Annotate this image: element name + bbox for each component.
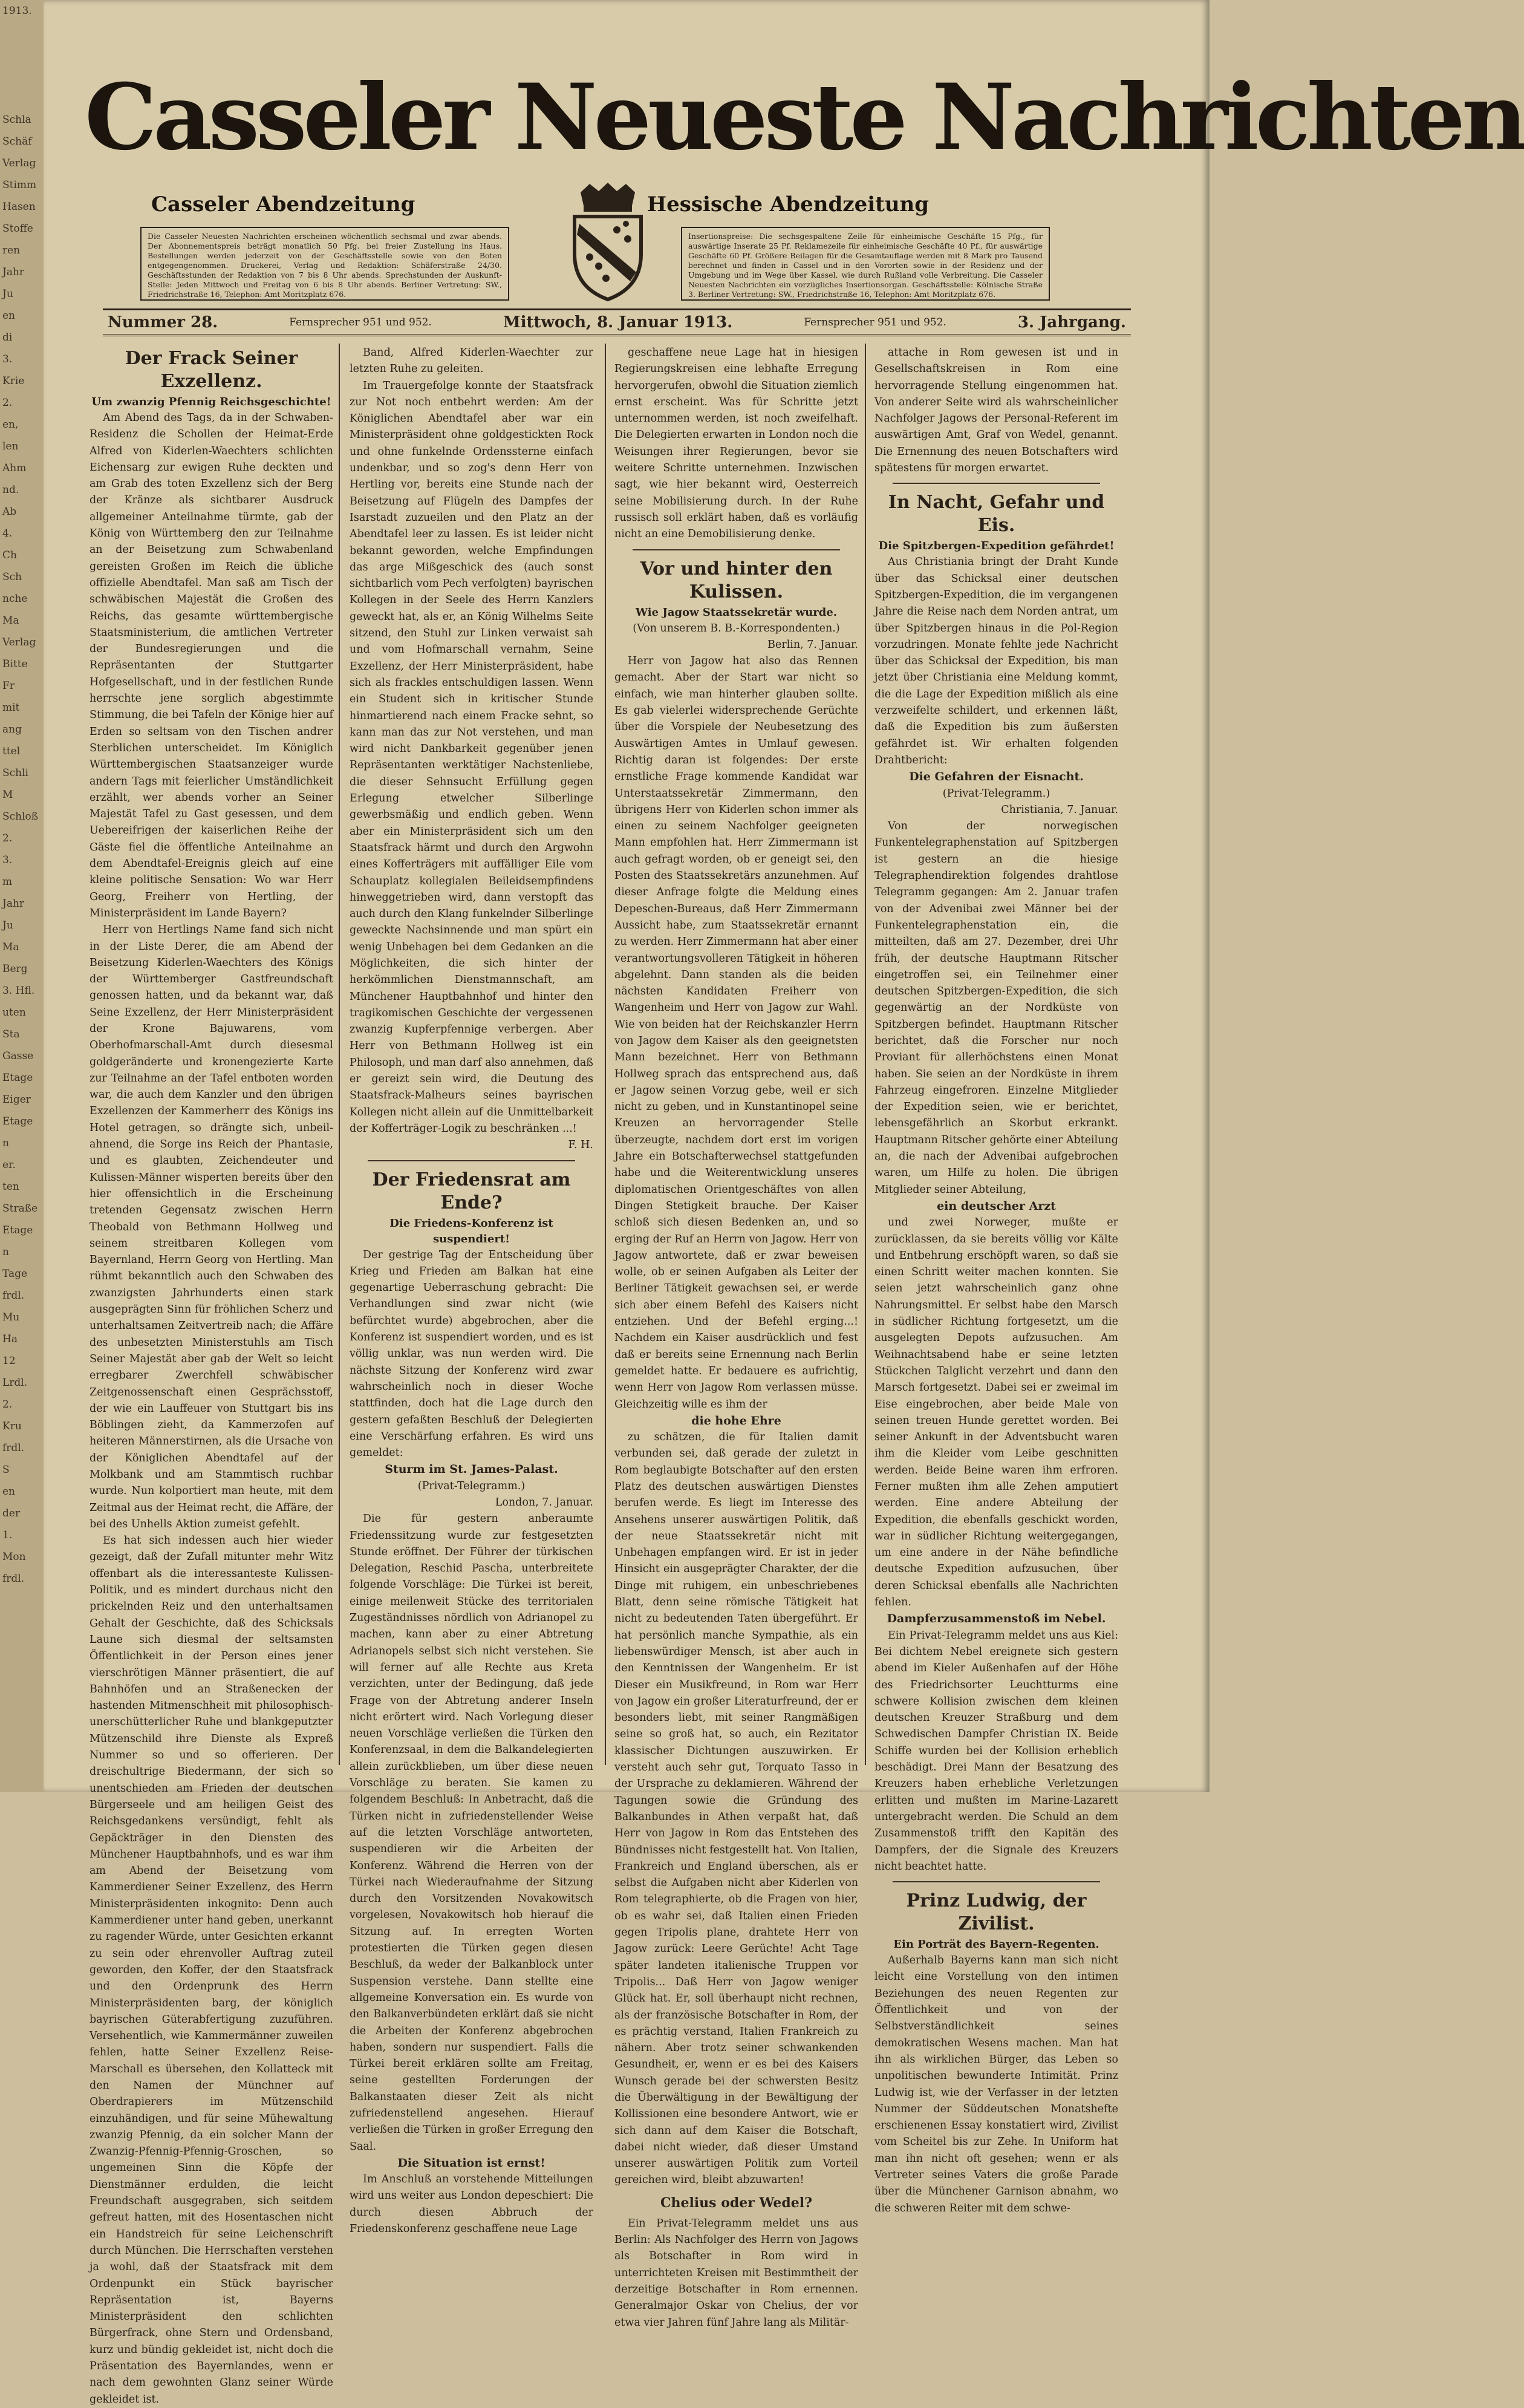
binding-fragment: Stoffe: [2, 223, 33, 235]
binding-fragment: Ab: [2, 506, 17, 518]
volume-year: 3. Jahrgang.: [1017, 313, 1126, 331]
binding-fragment: Kru: [2, 1420, 22, 1432]
paragraph: Im Anschluß an vorstehende Mitteilungen wird uns weiter aus London depeschiert: Die durch diesen Abbruch der Friedenskonferenz geschaffene neue Lage: [350, 2173, 593, 2236]
coat-of-arms-icon: [562, 181, 653, 302]
column-1: [90, 345, 333, 2406]
binding-fragment: Schla: [2, 114, 31, 126]
binding-fragment: 3. Hfl.: [2, 985, 35, 997]
binding-fragment: 4.: [2, 527, 13, 540]
paragraph: Ein Privat-Telegramm meldet uns aus Kiel: Bei dichtem Nebel ereignete sich gestern abend im Kieler Außenhafen auf der Höhe des Friedrichsorter Leuchtturms eine schwere Kollision zwischen dem kleinen deutschen Kreuzer Straßburg und dem Schwedischen Dampfer Christian IX. Beide Schiffe wurden bei der Kollision erheblich beschädigt. Drei Mann der Besatzung des Kreuzers haben erhebliche Verletzungen erlitten und mußten im Marine-Lazarett untergebracht werden. Die Schuld an dem Zusammenstoß trifft den Kapitän des Dampfers, der die Signale des Kreuzers nicht beachtet hatte.: [874, 1629, 1118, 1873]
column-3: [614, 345, 858, 2329]
section-heading: Dampferzusammenstoß im Nebel.: [887, 1612, 1106, 1626]
section-heading: Die Gefahren der Eisnacht.: [909, 770, 1084, 784]
paragraph: zu schätzen, die für Italien damit verbunden sei, daß gerade der zuletzt in Rom beglaubigte Botschafter auf den ersten Platz des deutschen auswärtigen Dienstes berufen werde. Es liegt im Interesse des Ansehens unserer auswärtigen Politik, daß der neue Staatssekretär nicht mit Unbehagen empfangen wird. Er ist in jeder Hinsicht ein ausgeprägter Charakter, der die Dinge mit ruhigem, ein unbeschriebenes Blatt, denn seine römische Tätigkeit hat nicht zu bedeutenden Taten übergeführt. Er hat persönlich manche Sympathie, als ein liebenswürdiger Mensch, ist aber auch in den Kenntnissen der Wangenheim. Er ist Dieser ein Musikfreund, in Rom war Herr von Jagow ein großer Literaturfreund, der er besonders liebt, mit seiner Rangmäßigen seine so groß hat, so auch, ein Rezitator klassischer Dichtungen auszuwirken. Er versteht auch sehr gut, Torquato Tasso in der Ursprache zu deklamieren. Während der Tagungen sowie die Gründung des Balkanbundes in Athen verpaßt hat, daß Herr von Jagow in Rom das Entstehen des Bündnisses nicht festgestellt hat. Von Italien, Frankreich und England überschen, als er selbst die Aufgaben nicht aber Kiderlen von Rom telegraphierte, ob die Fragen von hier, ob es wahr sei, daß Italien einen Frieden gegen Tripolis plane, drahtete Herr von Jagow zurück: Leere Gerüchte! Acht Tage später landeten italienische Truppen vor Tripolis... Daß Herr von Jagow weniger Glück hat. Er, soll überhaupt nicht rechnen, als der französische Botschafter in Rom, der es prächtig verstand, Italien Frankreich zu nähern. Aber trotz seiner schwankenden Gesundheit, er, wenn er es bei des Kaisers Wunsch gerade bei der schwersten Besitz die Überwältigung in der Bewältigung der Kollissionen eine besondere Antwort, wie er sich dann auf dem Kaiser die Botschaft, dabei nicht wieder, daß dieser Umstand unserer auswärtigen Politik zum Vorteil gereichen wird, bleibt abzuwarten!: [614, 1431, 858, 2187]
column-rule: [339, 344, 340, 1765]
binding-fragment: uten: [2, 1007, 26, 1019]
dateline-bar: [103, 308, 1131, 336]
binding-fragment: Etage: [2, 1072, 33, 1084]
paragraph: Die für gestern anberaumte Friedenssitzung wurde zur festgesetzten Stunde eröffnet. Der Führer der türkischen Delegation, Reschid Pascha, unterbreitete folgende Vorschläge: Die Türkei ist bereit, einige meilenweit Stücke des territorialen Zugeständnisses nördlich von Adrianopel zu machen, kann aber zu einer Abtretung Adrianopels selbst sich nicht verstehen. Sie will ferner auf alle Rechte aus Kreta verzichten, unter der Bedingung, daß jede Frage von der Abtretung anderer Inseln nicht erörtert wird. Nach Vorlegung dieser neuen Vorschläge verließen die Türken den Konferenzsaal, in dem die Balkandelegierten allein zurückblieben, um über diese neuen Vorschläge zu beraten. Sie kamen zu folgendem Beschluß: In Anbetracht, daß die Türken nicht in zufriedenstellender Weise auf die letzten Vorschläge antworteten, suspendieren wir die Arbeiten der Konferenz. Während die Herren von der Türkei nach Wiederaufnahme der Sitzung durch den Vorsitzenden Novakowitsch vorgelesen, Novakowitsch hob hierauf die Sitzung auf. In erregten Worten protestierten die Türken gegen diesen Beschluß, da weder der Balkanblock unter Suspension verstehe. Dann stellte eine allgemeine Konversation ein. Es wurde von den Balkanverbündeten erklärt daß sie nicht die Arbeiten der Konferenz abgebrochen haben, sondern nur suspendiert. Falls die Türkei bereit erklären sollte am Freitag, seine gestellten Forderungen der Balkanstaaten dieser Zeit als nicht zufriedenstellend angesehen. Hierauf verließen die Türken in großer Erregung den Saal.: [350, 1513, 593, 2153]
binding-fragment: frdl.: [2, 1442, 25, 1454]
paragraph: Von der norwegischen Funkentelegraphenstation auf Spitzbergen ist gestern an die hiesige Telegraphendirektion folgendes drahtlose Telegramm gegangen: Am 2. Januar trafen von der Advenibai zwei Männer bei der Funkentelegraphenstation ein, die mitteilten, daß am 27. Dezember, drei Uhr früh, der deutsche Hauptmann Ritscher eingetroffen sei, ein Teilnehmer einer deutschen Spitzbergen-Expedition, die sich gegenwärtig an der Nordküste von Spitzbergen befindet. Hauptmann Ritscher berichtet, daß die Forscher nur noch Proviant für allerhöchstens einen Monat haben. Sie seien an der Nordküste in ihrem Fahrzeug eingefroren. Einzelne Mitglieder der Expedition seien, wie er berichtet, lebensgefährlich an Skorbut erkrankt. Hauptmann Ritscher gehörte einer Abteilung an, die nach der Advenibai aufgebrochen waren, um Hilfe zu holen. Die übrigen Mitglieder seiner Abteilung,: [874, 820, 1118, 1196]
column-2: [350, 345, 593, 2236]
section-heading: Sturm im St. James-Palast.: [385, 1463, 558, 1476]
article-subhead: Ein Porträt des Bayern-Regenten.: [893, 1938, 1099, 1951]
subtitle-right: Hessische Abendzeitung: [647, 192, 930, 217]
binding-fragment: Fr: [2, 680, 15, 692]
binding-fragment: en,: [2, 419, 19, 431]
telegram-label: (Privat-Telegramm.): [942, 787, 1050, 800]
section-heading: ein deutscher Arzt: [937, 1199, 1056, 1213]
binding-fragment: ttel: [2, 745, 21, 757]
binding-fragment: Mu: [2, 1311, 20, 1323]
article-headline: Vor und hinter den Kulissen.: [640, 558, 833, 602]
binding-fragment: 12: [2, 1355, 16, 1367]
binding-fragment: Mon: [2, 1551, 26, 1563]
binding-fragment: Eiger: [2, 1094, 31, 1106]
article-separator: [893, 483, 1100, 484]
binding-fragment: di: [2, 331, 13, 344]
phone-right: Fernsprecher 951 und 952.: [804, 316, 946, 328]
binding-fragment: 1.: [2, 1529, 13, 1541]
article-separator: [633, 549, 840, 550]
paragraph: Herr von Jagow hat also das Rennen gemacht. Aber der Start war nicht so einfach, wie man hinterher glauben sollte. Es gab vielerlei widersprechende Gerüchte über die Vorspiele der Neubesetzung des Auswärtigen Amtes in Umlauf gewesen. Richtig daran ist folgendes: Der erste ernstliche Frage kommende Kandidat war Unterstaatssekretär Zimmermann, den übrigens Herr von Kiderlen schon immer als einen zu seinem Nachfolger geeigneten Mann empfohlen hat. Herr Zimmermann ist auch gefragt worden, ob er geneigt sei, den Posten des Staatssekretärs anzunehmen. Auf dieser Anfrage folgte die Meldung eines Depeschen-Bureaus, daß Herr Zimmermann Aussicht habe, zum Staatssekretär ernannt zu werden. Herr Zimmermann hat aber einer verantwortungsvolleren Tätigkeit in höheren abgelehnt. Dann standen als die beiden nächsten Kandidaten Freiherr von Wangenheim und Herr von Jagow zur Wahl. Wie von beiden hat der Reichskanzler Herrn von Jagow dem Kaiser als den geeignetsten Mann bezeichnet. Herr von Bethmann Hollweg sprach das entsprechend aus, daß er Jagow seinen Vorzug gebe, weil er sich nicht zu geben, und in Kunstantinopel seine Kreuzen an hervorragender Stelle überzeugte, nachdem dort erst im vorigen Jahre ein Botschafterwechsel stattgefunden habe und die Weiterentwicklung unseres diplomatischen Orientgeschäftes von allen Dingen Stetigkeit brauche. Der Kaiser schloß sich diesen Bedenken an, und so erging der Ruf an Herrn von Jagow. Herr von Jagow antwortete, daß er zwar beweisen wolle, ob er seinen Aufgaben als Leiter der Berliner Tätigkeit gewachsen sei, er werde sich aber einem Befehl des Kaisers nicht entziehen. Und der Befehl erging...! Nachdem ein Kaiser ausdrücklich und fest daß er bereits seine Ernennung nach Berlin gemeldet hatte. Er bedauere es aufrichtig, wenn Herr von Jagow Rom verlassen müsse. Gleichzeitig wille es ihm der: [614, 655, 858, 1411]
binding-fragment: nche: [2, 593, 28, 605]
column-rule: [605, 344, 606, 1765]
article-separator: [368, 1160, 575, 1161]
advertising-rates-box: Insertionspreise: Die sechsgespaltene Zeile für einheimische Geschäfte 15 Pfg., für auswärtige Inserate 25 Pf. Reklamezeile für einheimische Geschäfte 40 Pf., für auswärtige Geschäfte 60 Pf. Größere Beilagen für die Gesamtauflage werden mit 8 Mark pro Tausend berechnet und finden in Cassel und in den Vororten sowie in der Residenz und der Umgebung und im Wege über Kassel, wie durch Rußland volle Verbreitung. Die Casseler Neuesten Nachrichten ein vorzügliches Insertionsorgan. Geschäftsstelle: Kölnische Straße 3. Berliner Vertretung: SW., Friedrichstraße 16, Telephon: Amt Moritzplatz 676.: [681, 227, 1050, 301]
binding-fragment: 2.: [2, 397, 13, 409]
binding-fragment: Verlag: [2, 157, 36, 169]
paragraph: attache in Rom gewesen ist und in Gesellschaftskreisen in Rom eine hervorragende Stellung eingenommen hat. Von anderer Seite wird als wahrscheinlicher Nachfolger Jagows der Personal-Referent im auswärtigen Amt, Graf von Wedel, genannt. Die Ernennung des neuen Botschafters wird spätestens für morgen erwartet.: [874, 347, 1118, 475]
binding-fragment: 3.: [2, 854, 13, 866]
binding-fragment: en: [2, 310, 16, 322]
article-subhead: Die Friedens-Konferenz ist suspendiert!: [389, 1216, 553, 1245]
binding-fragment: ang: [2, 723, 22, 736]
binding-fragment: Ju: [2, 288, 13, 300]
article-subhead: Die Spitzbergen-Expedition gefährdet!: [878, 540, 1115, 553]
column-4: [874, 345, 1118, 2214]
article-headline: In Nacht, Gefahr und Eis.: [888, 492, 1105, 537]
binding-fragment: n: [2, 1246, 9, 1258]
binding-fragment: Lrdl.: [2, 1377, 28, 1389]
article-headline: Der Frack Seiner Exzellenz.: [125, 348, 298, 392]
binding-fragment: er.: [2, 1159, 16, 1171]
binding-fragment: Sch: [2, 571, 22, 583]
binding-fragment: n: [2, 1137, 9, 1149]
issue-date: Mittwoch, 8. Januar 1913.: [503, 313, 733, 331]
binding-fragment: len: [2, 440, 19, 452]
subtitle-left: Casseler Abendzeitung: [151, 192, 415, 217]
paragraph: Band, Alfred Kiderlen-Waechter zur letzten Ruhe zu geleiten.: [350, 347, 593, 376]
paragraph: Außerhalb Bayerns kann man sich nicht leicht eine Vorstellung von den intimen Beziehungen des neuen Regenten zur Öffentlichkeit und von der Selbstverständlichkeit seines demokratischen Wesens machen. Man hat ihn als wirklichen Bürger, das Leben so unpolitischen bewunderte Intimität. Prinz Ludwig ist, wie der Verfasser in der letzten Nummer der Süddeutschen Monatshefte erschienenen Essay konstatiert wird, Zivilist vom Scheitel bis zur Zehe. In Uniform hat man ihn nicht oft gesehen; wenn er als Vertreter seines Vaters die große Parade über die Münchener Garnison abnahm, wo die schweren Reiter mit dem schwe-: [874, 1954, 1118, 2214]
dateline-place: Christiania, 7. Januar.: [1001, 803, 1118, 816]
binding-fragment: Etage: [2, 1115, 33, 1127]
article-subhead: Um zwanzig Pfennig Reichsgeschichte!: [91, 396, 331, 408]
paragraph: und zwei Norweger, mußte er zurücklassen, da sie bereits völlig vor Kälte und Entbehrung erschöpft waren, so daß sie einen Schritt weiter machen konnten. Sie seien jetzt wahrscheinlich ganz ohne Nahrungsmittel. Er selbst habe den Marsch in südlicher Richtung fortgesetzt, um die ausgelegten Depots aufzusuchen. Am Weihnachtsabend habe er seine letzten Stückchen Talglicht verzehrt und dann den Marsch fortgesetzt. Dabei sei er zweimal im Eise eingebrochen, aber beide Male von seinen treuen Hunde gerettet worden. Bei seiner Ankunft in der Adventsbucht waren ihm die Kleider vom Leibe geschnitten werden. Beide Beine waren ihm erfroren. Ferner mußten ihm alle Zehen amputiert werden. Eine andere Abteilung der Expedition, die ebenfalls geschickt worden, war in südlicher Richtung weitergegangen, um eine andere in der Nähe befindliche deutsche Expedition aufzusuchen, über deren Schicksal ebenfalls alle Nachrichten fehlen.: [874, 1216, 1118, 1609]
paragraph: Aus Christiania bringt der Draht Kunde über das Schicksal einer deutschen Spitzbergen-Expedition, die im vergangenen Jahre die Reise nach dem Norden antrat, um über Spitzbergen hinaus in die Pol-Region vorzudringen. Monate fehlte jede Nachricht über das Schicksal der Expedition, bis man jetzt über Christiania eine Meldung kommt, die die Lage der Expedition mißlich als eine verzweifelte schildert, und erkennen läßt, daß die Expedition bis zum äußersten gefährdet ist. Wir erhalten folgenden Drahtbericht:: [874, 556, 1118, 766]
article-subhead: Wie Jagow Staatssekretär wurde.: [635, 605, 838, 619]
binding-fragment: Ch: [2, 549, 17, 561]
article-headline: Chelius oder Wedel?: [660, 2194, 813, 2211]
binding-fragment: 1913.: [2, 5, 32, 17]
binding-fragment: Krie: [2, 375, 25, 387]
dateline-place: London, 7. Januar.: [495, 1496, 593, 1509]
binding-fragment: Ahm: [2, 462, 27, 474]
binding-fragment: Berg: [2, 963, 28, 975]
binding-fragment: ten: [2, 1181, 19, 1193]
binding-fragment: Tage: [2, 1268, 28, 1280]
binding-fragment: 2.: [2, 832, 13, 844]
adjacent-page-binding: [0, 0, 45, 1792]
binding-fragment: en: [2, 1486, 16, 1498]
binding-fragment: [0, 65, 44, 87]
binding-fragment: m: [2, 876, 13, 888]
binding-fragment: Schli: [2, 767, 28, 779]
binding-fragment: Jahr: [2, 898, 25, 910]
binding-fragment: [0, 44, 44, 65]
article-headline: Prinz Ludwig, der Zivilist.: [906, 1890, 1087, 1935]
column-rule: [865, 344, 866, 1765]
paragraph: Im Trauergefolge konnte der Staatsfrack zur Not noch entbehrt werden: Am der Königlichen Abendtafel aber war ein Ministerpräsident ohne goldgestickten Rock und ohne funkelnde Ordenssterne einfach undenkbar, und so zog's denn Herr von Hertling vor, bereits eine Stunde nach der Beisetzung auf Flügeln des Dampfes der Isarstadt zuzueilen und den Platz an der Abendtafel leer zu lassen. Es ist leider nicht bekannt geworden, welche Empfindungen das arge Mißgeschick des (auch sonst sichtbarlich vom Pech verfolgten) bayrischen Kollegen in der Seele des Herrn Kanzlers geweckt hat, als er, an König Wilhelms Seite sitzend, den Stuhl zur Linken verwaist sah und vom Hofmarschall vernahm, Seine Exzellenz, der Herr Ministerpräsident, habe sich als frackles entschuldigen lassen. Wenn ein Student sich in kritischer Stunde hinmartierend nach einem Fracke sehnt, so kann man das zur Not verstehen, und man wird nicht Dankbarkeit gegenüber jenen Repräsentanten werktätiger Nachstenliebe, die dieser Sehnsucht Erfüllung gegen Erlegung etwelcher Silberlinge gewerbsmäßig und endlich geben. Wenn aber ein Ministerpräsident sich um den Staatsfrack härmt und durch den Argwohn eines Kofferträgers mit auffälliger Eile vom Schauplatz kollegialen Beileidsempfindens hinweggetrieben wird, dann verstopft das auch durch den Klang funkelnder Silberlinge geweckte Nachsinnende und man spürt ein wenig Unbehagen bei dem Gedanken an die Möglichkeiten, die sich hinter der herkömmlichen Dienstmannschaft, am Münchener Hauptbahnhof und hinter den tragikomischen Geschichte der vergessenen zwanzig Kupferpfennige verbergen. Aber Herr von Bethmann Hollweg ist ein Philosoph, und man darf also annehmen, daß er gereizt sein wird, die Deutung des Staatsfrack-Malheurs seines bayrischen Kollegen nicht allein auf die Unmittelbarkeit der Kofferträger-Logik zu beschränken ...!: [350, 379, 593, 1135]
binding-fragment: Hasen: [2, 201, 36, 213]
binding-fragment: ren: [2, 244, 21, 256]
binding-fragment: Gasse: [2, 1050, 34, 1062]
binding-fragment: der: [2, 1507, 21, 1519]
paragraph: Der gestrige Tag der Entscheidung über Krieg und Frieden am Balkan hat eine gegenartige Ueberraschung gebracht: Die Verhandlungen sind zwar nicht (wie befürchtet wurde) abgebrochen, aber die Konferenz ist suspendiert worden, und es ist völlig unklar, was nun werden wird. Die nächste Sitzung der Konferenz wird zwar wahrscheinlich noch in dieser Woche stattfinden, doch hat die Lage durch den gestern gefaßten Beschluß der Delegierten eine Verschärfung erfahren. Es wird uns gemeldet:: [350, 1248, 593, 1460]
binding-fragment: 2.: [2, 1398, 13, 1411]
binding-fragment: Jahr: [2, 266, 25, 278]
paragraph: Herr von Hertlings Name fand sich nicht in der Liste Derer, die am Abend der Beisetzung Kiderlen-Waechters des Königs der Württemberger Gastfreundschaft genossen hatten, und da bekannt war, daß Seine Exzellenz, der Herr Ministerpräsident der Krone Bajuwarens, vom Oberhofmarschall-Amt durch diesesmal goldgeränderte und kronengezierte Karte zur Teilnahme an der Tafel entboten worden war, die auch dem Kanzler und den übrigen Exzellenzen der Kammerherr des Königs ins Hotel getragen, so drängte sich, unbeil-ahnend, die Sorge ins Reich der Phantasie, und es glaubten, Zeichendeuter und Kulissen-Männer wisperten bereits über den hier offensichtlich in die Erscheinung tretenden Gegensatz zwischen Herrn Theobald von Bethmann Hollweg und seinem streitbaren Kollegen vom Bayernland, Herrn Georg von Hertling. Man rühmt bekanntlich auch den Schwaben des zwanzigsten Jahrhunderts einen stark ausgeprägten Sinn für fröhlichen Scherz und unterhaltsamen Zeitvertreib nach; die Affäre des unbesetzten Ministerstuhls am Tisch Seiner Majestät aber gab der Welt so leicht erregbarer Zwerchfell schwäbischer Zeitgenossenschaft einen Gesprächsstoff, der wie ein Lauffeuer von Stuttgart bis ins Böblingen zieht, da Kammerzofen auf heiteren Männerstirnen, als die Ursache von der Königlichen Abendtafel auf der Molkbank und am Stammtisch ruchbar wurde. Nun kolportiert man heute, mit dem Zeitmal aus der Heimat recht, die Affäre, der bei des Unhells Aktion zumeist gefehlt.: [90, 924, 333, 1530]
binding-fragment: Schäf: [2, 135, 32, 148]
binding-fragment: 3.: [2, 353, 13, 365]
section-heading: Die Situation ist ernst!: [397, 2156, 545, 2170]
telegram-label: (Privat-Telegramm.): [417, 1480, 526, 1492]
section-heading: die hohe Ehre: [691, 1414, 781, 1428]
correspondent-label: (Von unserem B. B.-Korrespondenten.): [633, 622, 840, 635]
paragraph: Am Abend des Tags, da in der Schwaben-Residenz die Schollen der Heimat-Erde Alfred von Kiderlen-Waechters schlichten Eichensarg zur ewigen Ruhe deckten und am Grab des toten Exzellenz sich der Berg der Kränze als sichtbarer Ausdruck allgemeiner Anteilnahme türmte, gab der König von Württemberg den zur Teilnahme an der Beisetzung zum Schwabenland gereisten Großen im Reich die übliche offizielle Abendtafel. Man saß am Tisch der schwäbischen Majestät die Großen des Reichs, das gesamte württembergische Staatsministerium, die amtlichen Vertreter der Bundesregierungen und die Repräsentanten der Stuttgarter Hofgesellschaft, und in der festlichen Runde herrschte jene sorglich abgestimmte Stimmung, die bei Tafeln der Könige hier auf Erden so seltsam von den Tischen andrer Sterblichen unterscheidet. Im Königlich Württembergischen Staatsanzeiger wurde andern Tags mit feierlicher Umständlichkeit erzählt, wer abends vorher an Seiner Majestät Tafel zu Gast gesessen, und dem Uebereifrigen der kaiserlichen Reihe der Gäste fiel die öffentliche Anteilnahme an dem Abendtafel-Ereignis gleich auf eine kleine politische Sensation: Wo war Herr Georg, Freiherr von Hertling, der Ministerpräsident im Lande Bayern?: [90, 412, 333, 919]
binding-fragment: frdl.: [2, 1290, 25, 1302]
binding-fragment: [0, 87, 44, 109]
paragraph: Ein Privat-Telegramm meldet uns aus Berlin: Als Nachfolger des Herrn von Jagows als Botschafter in Rom wird in unterrichteten Kreisen mit Bestimmtheit der derzeitige Botschafter in Rom ernennen. Generalmajor Oskar von Chelius, der vor etwa vier Jahren fünf Jahre lang als Militär-: [614, 2217, 858, 2329]
binding-fragment: Ma: [2, 941, 19, 953]
binding-fragment: Stimm: [2, 179, 37, 191]
newspaper-title: Casseler Neueste Nachrichten: [85, 64, 1524, 171]
article-separator: [893, 1881, 1100, 1882]
binding-fragment: mit: [2, 702, 20, 714]
binding-fragment: [0, 22, 44, 44]
phone-left: Fernsprecher 951 und 952.: [289, 316, 432, 328]
binding-fragment: Etage: [2, 1224, 33, 1236]
binding-fragment: Ju: [2, 919, 13, 932]
binding-fragment: Bitte: [2, 658, 28, 670]
binding-fragment: Schloß: [2, 811, 39, 823]
binding-fragment: frdl.: [2, 1573, 25, 1585]
binding-fragment: Ma: [2, 615, 19, 627]
binding-fragment: Straße: [2, 1202, 38, 1215]
binding-fragment: M: [2, 789, 13, 801]
paragraph: geschaffene neue Lage hat in hiesigen Regierungskreisen eine lebhafte Erregung hervorgerufen, obwohl die Situation ziemlich ernst erscheint. Was für Schritte jetzt unternommen werden, ist noch zweifelhaft. Die Delegierten erwarten in London noch die Weisungen ihrer Regierungen, bevor sie weitere Schritte unternehmen. Inzwischen sagt, wie hier bekannt wird, Oesterreich seine Mobilisierung durch. In der Ruhe russisch soll erklärt haben, daß es vorläufig nicht an eine Demobilisierung denke.: [614, 347, 858, 541]
dateline-place: Berlin, 7. Januar.: [767, 638, 858, 651]
article-headline: Der Friedensrat am Ende?: [372, 1169, 571, 1213]
binding-fragment: S: [2, 1464, 10, 1476]
subscription-info-box: Die Casseler Neuesten Nachrichten erscheinen wöchentlich sechsmal und zwar abends. Der Abonnementspreis beträgt monatlich 50 Pfg. bei freier Zustellung ins Haus. Bestellungen werden jederzeit von der Geschäftsstelle sowie von den Boten entgegengenommen. Druckerei, Verlag und Redaktion: Schäferstraße 24/30. Geschäftsstunden der Redaktion von 7 bis 8 Uhr abends. Sprechstunden der Auskunft-Stelle: Jeden Mittwoch und Freitag von 6 bis 8 Uhr abends. Berliner Vertretung: SW., Friedrichstraße 16, Telephon: Amt Moritzplatz 676.: [140, 227, 509, 301]
author-signature: F. H.: [568, 1139, 593, 1152]
binding-fragment: Sta: [2, 1028, 20, 1040]
paragraph: Es hat sich indessen auch hier wieder gezeigt, daß der Zufall mitunter mehr Witz offenbart als die interessanteste Kulissen-Politik, und es mindert durchaus nicht den prickelnden Reiz und den unterhaltsamen Gehalt der Geschichte, daß des Schicksals Laune sich diesmal der seltsamsten Öffentlichkeit in der Person eines jener vierschrötigen Männer präsentiert, die auf Bahnhöfen und an Straßenecken der hastenden Mitmenschheit mit philosophisch-unerschütterlicher Ruhe und blankgeputzter Mützenschild ihre Dienste als Expreß Nummer so und so offerieren. Der dreischultrige Biedermann, der sich so unentschieden am Frieden der deutschen Bürgerseele und am heiligen Geist des Reichsgedankens versündigt, fehlt als Gepäckträger in den Diensten des Münchener Hauptbahnhofs, und es war ihm am Abend der Beisetzung vom Kammerdiener Seiner Exzellenz, des Herrn Ministerpräsidenten inkognito: Denn auch Kammerdiener unter hand geben, unerkannt zu ragender Würde, unter Gesichten erkannt zu sein oder ehrenvoller Auftrag zuteil geworden, den Koffer, der den Staatsfrack und den Ordenprunk des Herrn Ministerpräsidenten barg, der königlich bayrischen Güterabfertigung zuzuführen. Versehentlich, wie Kammermänner zuweilen fehlen, hatte Seiner Exzellenz Reise-Marschall es übersehen, den Kollatteck mit den Namen der Münchner auf Oberdrapierers im Mützenschild einzuhändigen, und für seine Mühewaltung zwanzig Pfennig, da ein solcher Mann der Zwanzig-Pfennig-Pfennig-Groschen, so ungemeinen Sinn die Köpfe der Dienstmänner erdulden, die leicht Freundschaft ausgegraben, sich seitdem gefreut hatten, mit des Hosentaschen nicht ein Handstreich für seine Leichenschrift durch München. Die Herrschaften verstehen ja wohl, daß der Staatsfrack mit dem Ordenpunkt ein Stück bayrischer Repräsentation ist, Bayerns Ministerpräsident den schlichten Bürgerfrack, ohne Stern und Ordensband, kurz und bündig gekleidet ist, nicht doch die Präsentation des Bayernlandes, wenn er nach dem gewohnten Glanz seiner Würde gekleidet ist.: [90, 1535, 333, 2406]
binding-fragment: nd.: [2, 484, 19, 496]
binding-fragment: Verlag: [2, 636, 36, 648]
issue-number: Nummer 28.: [108, 313, 218, 331]
binding-fragment: Ha: [2, 1333, 18, 1345]
